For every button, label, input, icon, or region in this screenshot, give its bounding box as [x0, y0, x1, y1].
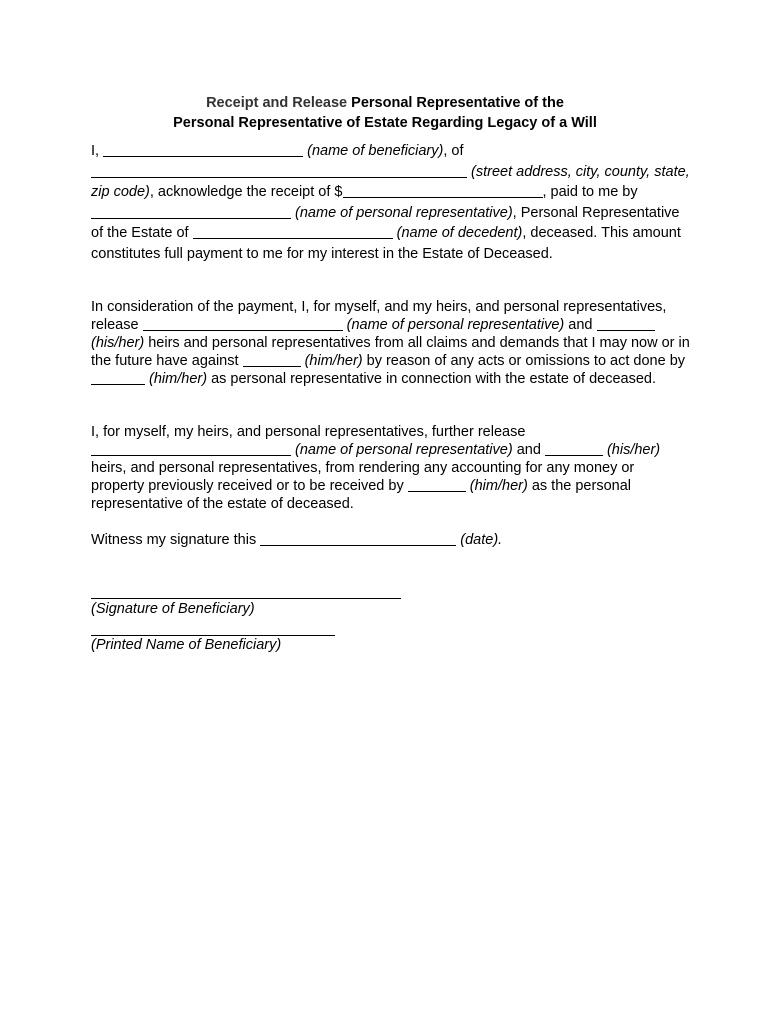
para2-text-2: and	[568, 317, 593, 333]
para3-hint-his-her: (his/her)	[606, 442, 661, 458]
decedent-name-blank[interactable]	[193, 224, 393, 239]
para1-text-3: , acknowledge the receipt of $	[149, 184, 343, 200]
para3-text-4: as the personal representative of the estate of deceased.	[91, 478, 631, 512]
para1-text-2: , of	[443, 143, 464, 159]
amount-blank[interactable]	[343, 183, 543, 198]
para2-hint-representative: (name of personal representative)	[346, 317, 565, 333]
date-blank[interactable]	[260, 531, 456, 546]
para3-text-2: and	[516, 442, 541, 458]
witness-hint-date: (date).	[460, 532, 503, 548]
para3-hint-him-her: (him/her)	[469, 478, 528, 494]
para2-hint-his-her: (his/her)	[91, 335, 145, 351]
him-her-blank-3[interactable]	[408, 477, 466, 492]
personal-representative-blank[interactable]	[91, 204, 291, 219]
title-line1-suffix: Personal Representative of the	[351, 95, 564, 111]
para1-text-5: , Personal Representative of the Estate of	[91, 204, 680, 241]
witness-line	[91, 530, 691, 551]
paragraph-further-release	[91, 423, 691, 513]
para1-hint-representative: (name of personal representative)	[295, 204, 513, 221]
para1-text-6: , deceased. This amount constitutes full payment to me for my interest in the Estate of Deceased.	[91, 225, 681, 262]
para1-hint-decedent: (name of decedent)	[396, 225, 523, 241]
him-her-blank-2[interactable]	[91, 370, 145, 385]
witness-text: Witness my signature this	[91, 532, 257, 548]
title-line2: Personal Representative of Estate Regarding Legacy of a Will	[173, 115, 597, 131]
para2-text-5: as personal representative in connection with the estate of deceased.	[211, 371, 657, 387]
para3-hint-representative: (name of personal representative)	[295, 442, 513, 458]
title-line1-prefix: Receipt and Release	[206, 95, 348, 111]
printed-name-line[interactable]	[91, 635, 335, 636]
para1-text-1: I,	[91, 143, 100, 159]
signature-label: (Signature of Beneficiary)	[91, 601, 255, 617]
paragraph-release	[91, 298, 691, 388]
para3-text-3: heirs, and personal representatives, from rendering any accounting for any money or property previously received or to be received by	[91, 460, 635, 494]
release-representative-blank[interactable]	[143, 316, 343, 331]
para1-hint-address: (street address, city, county, state, zip code)	[91, 163, 690, 200]
para3-text-1: I, for myself, my heirs, and personal representatives, further release	[91, 424, 526, 440]
para2-hint-him-her-2: (him/her)	[149, 371, 208, 387]
para1-text-4: , paid to me by	[542, 184, 638, 200]
him-her-blank-1[interactable]	[243, 352, 301, 367]
document-title	[0, 93, 770, 133]
his-her-blank-1[interactable]	[597, 316, 655, 331]
signature-line[interactable]	[91, 598, 401, 599]
printed-name-label: (Printed Name of Beneficiary)	[91, 637, 282, 653]
his-her-blank-2[interactable]	[545, 441, 603, 456]
para1-hint-beneficiary: (name of beneficiary)	[307, 143, 444, 159]
further-release-representative-blank[interactable]	[91, 441, 291, 456]
para2-text-4: by reason of any acts or omissions to act done by	[366, 353, 686, 369]
para2-text-1: In consideration of the payment, I, for myself, and my heirs, and personal representatives, release	[91, 299, 667, 333]
beneficiary-name-blank[interactable]	[103, 142, 303, 157]
paragraph-acknowledgment	[91, 141, 691, 264]
para2-text-3: heirs and personal representatives from all claims and demands that I may now or in the future have against	[91, 335, 690, 369]
para2-hint-him-her-1: (him/her)	[304, 353, 363, 369]
address-blank[interactable]	[91, 163, 467, 178]
